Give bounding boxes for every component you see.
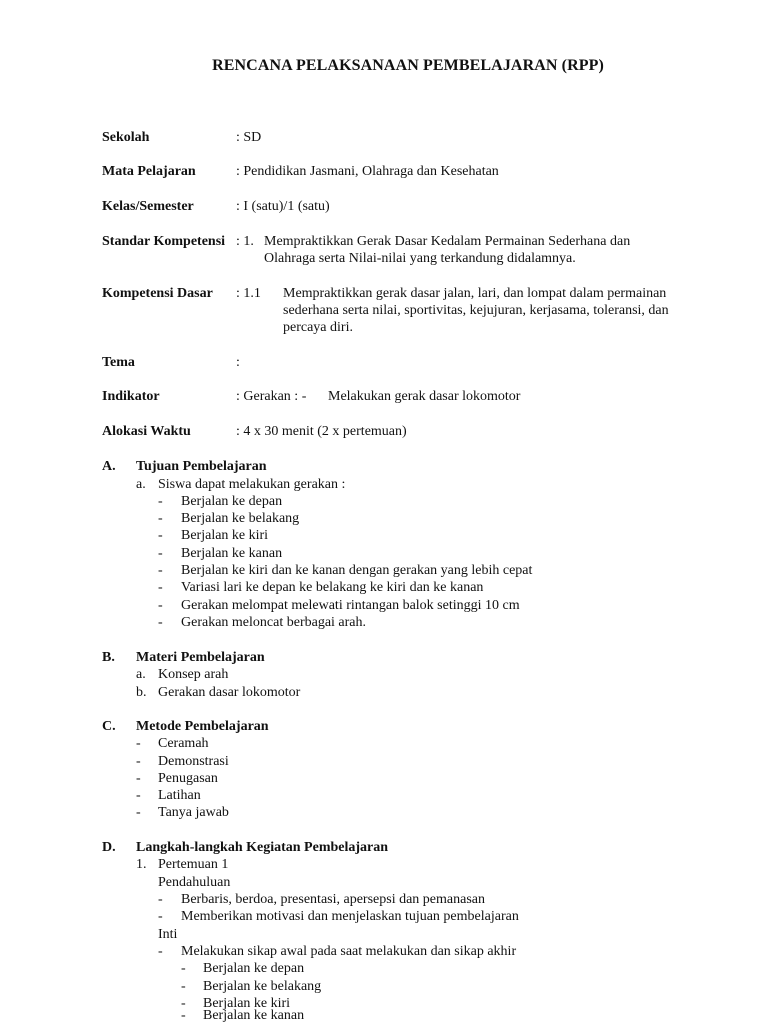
field-text-line: Olahraga serta Nilai-nilai yang terkandung didalamnya. [264,251,576,266]
list-item: Berjalan ke kiri [181,528,269,543]
field-value: : I (satu)/1 (satu) [236,199,330,214]
field-text-line: Mempraktikkan gerak dasar jalan, lari, dan lompat dalam permainan [283,286,667,301]
section-a-sub-text: Siswa dapat melakukan gerakan : [158,477,346,492]
section-b-letter: B. [102,650,115,665]
field-label: Tema [102,355,135,370]
section-a-title: Tujuan Pembelajaran [136,459,267,474]
list-dash: - [158,511,163,526]
list-item: Berjalan ke kiri [203,996,291,1011]
list-item: Gerakan dasar lokomotor [158,685,301,700]
list-item: Tanya jawab [158,805,229,820]
field-text-line: Mempraktikkan Gerak Dasar Kedalam Permainan Sederhana dan [264,234,631,249]
list-item: Melakukan sikap awal pada saat melakukan dan sikap akhir [181,944,517,959]
list-item: Berbaris, berdoa, presentasi, apersepsi dan pemanasan [181,892,485,907]
list-dash: - [158,615,163,630]
list-item: Ceramah [158,736,209,751]
list-dash: - [136,754,141,769]
list-dash: - [158,528,163,543]
list-item: Berjalan ke belakang [203,979,322,994]
list-dash: - [181,961,186,976]
list-dash: - [158,944,163,959]
field-value: : SD [236,130,262,145]
list-dash: - [181,996,186,1011]
list-item: Latihan [158,788,201,803]
field-kompetensi-dasar [102,285,722,341]
field-value: : Pendidikan Jasmani, Olahraga dan Kesehatan [236,164,499,179]
field-value: : Gerakan : - [236,389,307,404]
field-prefix: : 1. [236,234,254,249]
field-standar-kompetensi [102,233,722,273]
list-dash: - [158,598,163,613]
list-dash: - [136,805,141,820]
field-label: Sekolah [102,130,150,145]
list-dash: - [136,771,141,786]
list-item: Berjalan ke kiri dan ke kanan dengan gerakan yang lebih cepat [181,563,533,578]
field-label: Mata Pelajaran [102,164,196,179]
field-label: Indikator [102,389,160,404]
list-item: Berjalan ke depan [203,961,305,976]
list-number: 1. [136,857,147,872]
list-dash: - [181,979,186,994]
section-a-letter: A. [102,459,116,474]
list-dash: - [136,736,141,751]
field-label: Alokasi Waktu [102,424,191,439]
intro-label: Pendahuluan [158,875,231,890]
section-b-title: Materi Pembelajaran [136,650,265,665]
list-dash: - [181,1008,186,1023]
list-item: Gerakan melompat melewati rintangan balok setinggi 10 cm [181,598,520,613]
list-item: Gerakan meloncat berbagai arah. [181,615,367,630]
meeting-title: Pertemuan 1 [158,857,229,872]
core-label: Inti [158,927,178,942]
list-item: Berjalan ke depan [181,494,283,509]
section-d-letter: D. [102,840,116,855]
field-prefix: : 1.1 [236,286,261,301]
list-dash: - [158,909,163,924]
list-item: Penugasan [158,771,218,786]
list-dash: - [158,892,163,907]
list-dash: - [158,494,163,509]
list-item: Berjalan ke kanan [203,1008,305,1023]
section-c-title: Metode Pembelajaran [136,719,269,734]
field-value: : [236,355,240,370]
list-item: Berjalan ke kanan [181,546,283,561]
field-label: Kompetensi Dasar [102,286,213,301]
field-detail: Melakukan gerak dasar lokomotor [328,389,521,404]
field-label: Kelas/Semester [102,199,194,214]
section-c-letter: C. [102,719,116,734]
list-item: Demonstrasi [158,754,229,769]
field-value: : 4 x 30 menit (2 x pertemuan) [236,424,407,439]
list-dash: - [136,788,141,803]
field-label: Standar Kompetensi [102,234,226,249]
section-d-title: Langkah-langkah Kegiatan Pembelajaran [136,840,389,855]
list-item: Konsep arah [158,667,229,682]
list-item: Memberikan motivasi dan menjelaskan tujuan pembelajaran [181,909,519,924]
field-text-line: percaya diri. [283,320,353,335]
list-dash: - [158,546,163,561]
page-title: RENCANA PELAKSANAAN PEMBELAJARAN (RPP) [212,57,604,74]
list-dash: - [158,563,163,578]
list-item: Variasi lari ke depan ke belakang ke kiri dan ke kanan [181,580,484,595]
list-mark: b. [136,685,147,700]
list-item: Berjalan ke belakang [181,511,300,526]
list-dash: - [158,580,163,595]
section-a-sub-letter: a. [136,477,146,492]
field-text-line: sederhana serta nilai, sportivitas, kejujuran, kerjasama, toleransi, dan [283,303,669,318]
list-mark: a. [136,667,146,682]
